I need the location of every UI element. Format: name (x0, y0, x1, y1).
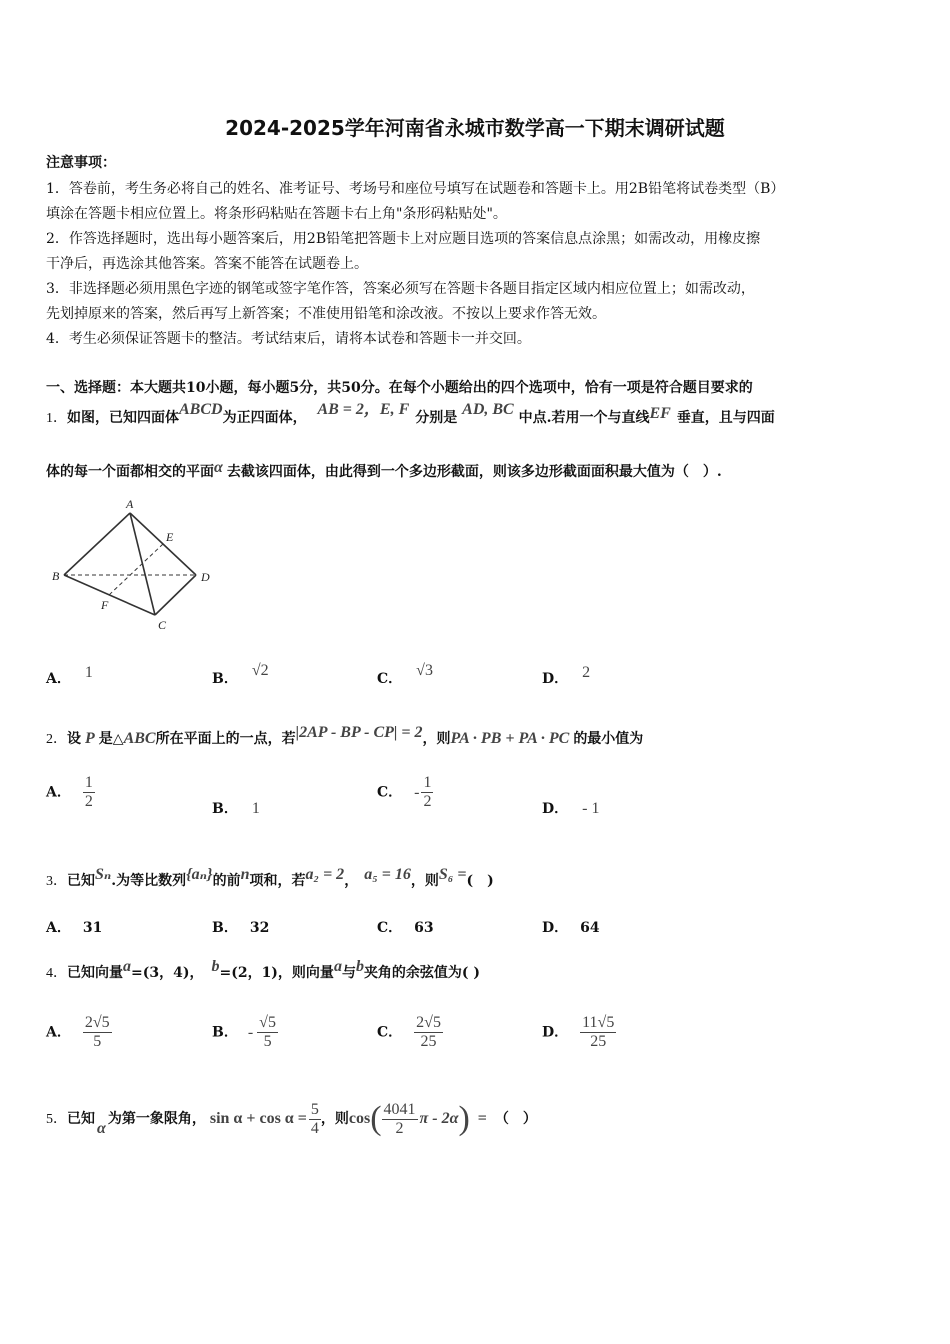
option-label: B． (212, 920, 238, 936)
notice-line: 1．答卷前，考生务必将自己的姓名、准考证号、考场号和座位号填写在试题卷和答题卡上。用2B铅笔将试卷类型（B） (46, 181, 785, 197)
q3-option-c[interactable] (377, 917, 434, 937)
q2-text: 设 (67, 731, 81, 747)
question-number: 4． (46, 966, 67, 981)
notice-line: 3．非选择题必须用黑色字迹的钢笔或签字笔作答，答案必须写在答题卡各题目指定区域内相应位置上；如需改动， (46, 281, 755, 297)
q3-math: S₆ = (438, 866, 467, 883)
question-1-line2 (46, 461, 722, 481)
q2-option-d[interactable] (542, 798, 599, 818)
q2-math: PA · PB + PA · PC (450, 730, 570, 747)
question-4 (46, 958, 481, 982)
q2-text: 所在平面上的一点，若 (155, 731, 296, 747)
q1-option-b[interactable] (212, 662, 269, 688)
vertex-label-b: B (52, 569, 60, 583)
q2-text: 是△ (98, 731, 124, 747)
q2-text: ，则 (422, 731, 451, 747)
q5-math: α (97, 1120, 106, 1137)
q2-option-b[interactable] (212, 798, 260, 818)
q4-option-c[interactable] (377, 1014, 443, 1051)
q2-math: P (85, 730, 95, 747)
q1-option-d[interactable] (542, 664, 591, 688)
q4-option-d[interactable] (542, 1014, 616, 1051)
fraction-denominator: 4 (310, 1119, 319, 1137)
q4-text: 已知向量 (67, 965, 123, 981)
q5-math: cos (348, 1110, 371, 1127)
q1-text: 垂直，且与四面 (676, 410, 775, 426)
q1-text: 为正四面体， (222, 410, 307, 426)
option-sign: - (414, 783, 420, 801)
q3-text: ， (344, 873, 359, 889)
q1-math: AB = 2，E, F (317, 401, 410, 418)
q4-text: =(2，1)，则向量 (219, 965, 334, 981)
notice-heading: 注意事项： (46, 155, 116, 171)
notice-line: 填涂在答题卡相应位置上。将条形码粘贴在答题卡右上角"条形码粘贴处"。 (46, 206, 507, 222)
option-label: A． (46, 920, 71, 936)
q1-math: EF (649, 405, 671, 422)
option-label: C． (377, 784, 403, 801)
q5-text: 已知 (67, 1111, 95, 1127)
fraction-denominator: 5 (263, 1033, 272, 1050)
question-number: 3． (46, 874, 67, 889)
fraction-denominator: 2 (84, 793, 93, 810)
notice-line: 2．作答选择题时，选出每小题答案后，用2B铅笔把答题卡上对应题目选项的答案信息点涂黑；如需改动，用橡皮擦 (46, 231, 761, 247)
question-2 (46, 724, 644, 748)
option-label: C． (377, 671, 403, 687)
q5-text: （ ） (494, 1111, 537, 1127)
question-number: 1． (46, 411, 67, 426)
notice-line: 干净后，再选涂其他答案。答案不能答在试题卷上。 (46, 256, 368, 272)
fraction-numerator: 11√5 (582, 1014, 615, 1031)
q1-text: 去截该四面体，由此得到一个多边形截面，则该多边形截面面积最大值为（ ）. (226, 464, 722, 480)
q2-option-a[interactable] (46, 774, 95, 811)
q1-text: 中点.若用一个与直线 (518, 410, 650, 426)
notice-line: 先划掉原来的答案，然后再写上新答案；不准使用铅笔和涂改液。不按以上要求作答无效。 (46, 306, 606, 322)
q3-math: a₂ = 2 (305, 866, 345, 883)
q5-math: sin α + cos α = (209, 1110, 307, 1127)
question-number: 2． (46, 732, 67, 747)
vertex-label-c: C (158, 618, 167, 632)
q3-text: 已知 (67, 873, 95, 889)
option-label: A． (46, 1024, 71, 1041)
q4-option-b[interactable] (212, 1014, 278, 1051)
fraction-numerator: 1 (423, 774, 432, 791)
fraction-numerator: 2√5 (84, 1014, 110, 1031)
option-value: 64 (580, 920, 600, 936)
q1-option-a[interactable] (46, 664, 93, 688)
q4-text: =(3，4)， (131, 965, 204, 981)
fraction-denominator: 2 (423, 793, 432, 810)
q1-text: 体的每一个面都相交的平面 (46, 464, 214, 480)
option-value: - 1 (582, 800, 600, 817)
option-label: D． (542, 671, 569, 687)
q5-text: 为第一象限角， (107, 1111, 206, 1127)
q3-math: n (240, 866, 250, 883)
q5-math: π - 2α (419, 1110, 459, 1127)
fraction-numerator: 4041 (383, 1100, 416, 1118)
q2-text: 的最小值为 (573, 731, 644, 747)
q2-math: |2AP - BP - CP| = 2 (295, 724, 423, 741)
q5-text: ，则 (320, 1111, 349, 1127)
option-label: D． (542, 801, 569, 817)
left-paren: ( (370, 1100, 382, 1137)
q4-option-a[interactable] (46, 1014, 112, 1051)
q2-math: ABC (123, 730, 156, 747)
q3-text: 的前 (212, 873, 241, 889)
option-value: 2 (582, 664, 591, 681)
question-5 (46, 1100, 537, 1138)
q4-text: 与 (341, 965, 356, 981)
q3-text: ( ) (466, 873, 494, 889)
option-value: 32 (249, 920, 270, 936)
option-label: B． (212, 1024, 238, 1041)
fraction-denominator: 2 (395, 1119, 404, 1137)
point-label-f: F (101, 598, 109, 612)
option-label: A． (46, 671, 71, 687)
q3-math: {aₙ} (186, 866, 213, 883)
fraction-numerator: 2√5 (416, 1014, 441, 1031)
q1-text: 如图，已知四面体 (67, 410, 179, 426)
fraction-numerator: 5 (310, 1100, 319, 1118)
option-value: 31 (82, 920, 103, 936)
option-label: C． (377, 1024, 403, 1041)
q4-math: b (355, 958, 364, 975)
option-label: D． (542, 920, 569, 936)
tetrahedron-figure (46, 495, 226, 635)
q3-math: Sₙ (95, 866, 112, 883)
q4-math: b (211, 958, 220, 975)
option-value: √3 (416, 662, 433, 679)
option-label: D． (542, 1024, 569, 1041)
q3-text: .为等比数列 (111, 873, 187, 889)
option-label: C． (377, 920, 403, 936)
option-label: B． (212, 801, 238, 817)
question-number: 5． (46, 1112, 67, 1127)
right-paren: ) (458, 1100, 470, 1137)
q1-math: ABCD (179, 401, 223, 418)
section-heading: 一、选择题：本大题共10小题，每小题5分，共50分。在每个小题给出的四个选项中，恰有一项是符合题目要求的 (46, 380, 753, 396)
q4-math: a (123, 958, 131, 975)
q4-math: a (333, 958, 342, 975)
fraction-denominator: 25 (420, 1033, 437, 1050)
fraction-denominator: 25 (590, 1033, 607, 1050)
option-label: B． (212, 671, 238, 687)
fraction-denominator: 5 (93, 1033, 102, 1050)
vertex-label-a: A (126, 497, 134, 511)
q3-option-b[interactable] (212, 917, 269, 937)
q2-option-c[interactable] (377, 774, 433, 811)
q3-math: a₅ = 16 (364, 866, 411, 883)
option-value: 63 (414, 920, 434, 936)
option-value: 1 (251, 800, 260, 817)
q5-math: = (477, 1110, 487, 1127)
fraction-numerator: 1 (84, 774, 93, 791)
q1-math: α (214, 459, 223, 476)
q3-option-d[interactable] (542, 917, 600, 937)
notice-line: 4．考生必须保证答题卡的整洁。考试结束后，请将本试卷和答题卡一并交回。 (46, 331, 531, 347)
q3-text: 项和，若 (249, 873, 306, 889)
q1-text: 分别是 (415, 410, 458, 426)
q3-option-a[interactable] (46, 917, 102, 937)
q3-text: ，则 (410, 873, 439, 889)
question-1 (46, 401, 775, 427)
q1-option-c[interactable] (377, 662, 433, 688)
option-label: A． (46, 784, 71, 801)
vertex-label-d: D (201, 570, 210, 584)
fraction-numerator: √5 (259, 1014, 276, 1031)
point-label-e: E (166, 530, 174, 544)
option-value: √2 (251, 662, 269, 679)
page-title: 2024-2025学年河南省永城市数学高一下期末调研试题 (225, 116, 725, 140)
q4-text: 夹角的余弦值为( ) (363, 965, 481, 981)
q1-math: AD, BC (462, 401, 514, 418)
option-sign: - (247, 1023, 254, 1041)
question-3 (46, 866, 494, 890)
option-value: 1 (84, 664, 93, 681)
